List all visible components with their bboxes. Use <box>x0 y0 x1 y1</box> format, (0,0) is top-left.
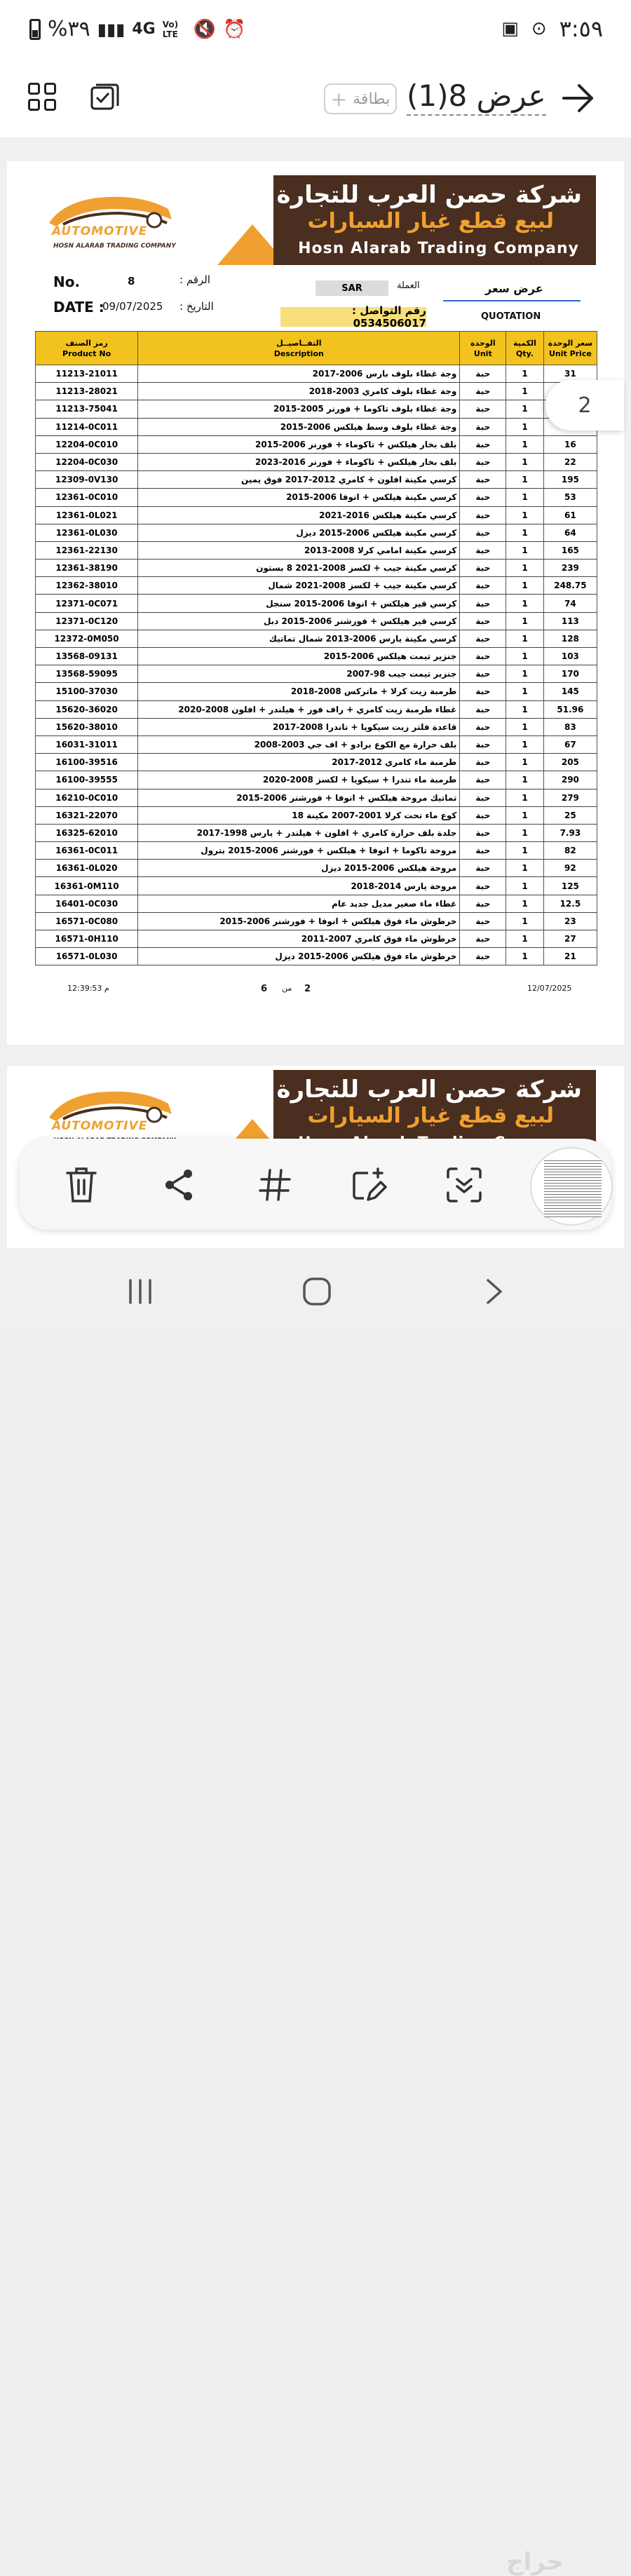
product-no-cell: 16321-22070 <box>36 806 138 824</box>
qty-cell: 1 <box>506 754 544 771</box>
system-nav-bar <box>0 1262 631 2576</box>
product-no-cell: 15100-37030 <box>36 683 138 700</box>
table-row <box>36 595 597 612</box>
description-cell: كرسي مكينة هيلكس 2006-2015 ديزل <box>138 524 460 541</box>
product-no-cell: 12362-38010 <box>36 577 138 595</box>
description-cell: جلدة بلف حرارة كامري + افلون + هيلندر + يارس 1998-2017 <box>138 824 460 841</box>
description-cell: خرطوش ماء فوق هيلكس 2006-2015 ديزل <box>138 948 460 965</box>
unit-cell: حبة <box>460 665 506 683</box>
unit-cell: حبة <box>460 877 506 895</box>
logo-subtext: HOSN ALARAB TRADING COMPANY <box>53 243 176 250</box>
unit-price-cell: 128 <box>543 630 597 647</box>
unit-price-cell: 7.93 <box>543 824 597 841</box>
product-no-cell: 16100-39516 <box>36 754 138 771</box>
description-cell: غطاء ماء صغير مديل جديد عام <box>138 895 460 912</box>
product-no-cell: 11214-0C011 <box>36 418 138 435</box>
description-cell: مروحة يارس 2014-2018 <box>138 877 460 895</box>
description-cell: كرسي مكينة جيب + لكسز 2008-2021 8 بستون <box>138 560 460 577</box>
unit-cell: حبة <box>460 718 506 735</box>
qty-cell: 1 <box>506 524 544 541</box>
description-cell: خرطوش ماء فوق هيلكس + انوفا + فورشنر 2006-2015 <box>138 912 460 930</box>
qty-cell: 1 <box>506 435 544 453</box>
description-cell: طرمبة ماء كامري 2012-2017 <box>138 754 460 771</box>
description-cell: قاعدة فلتر زيت سيكويا + تاندرا 2008-2017 <box>138 718 460 735</box>
table-row <box>36 365 597 383</box>
description-cell: كرسي مكينة هيلكس + انوفا 2006-2015 <box>138 489 460 506</box>
qty-cell: 1 <box>506 789 544 806</box>
viewer-toolbar <box>0 60 631 137</box>
table-row <box>36 842 597 860</box>
table-row <box>36 400 597 418</box>
product-no-cell: 13568-59095 <box>36 665 138 683</box>
qty-cell: 1 <box>506 630 544 647</box>
qty-cell: 1 <box>506 577 544 595</box>
company-logo <box>42 188 182 254</box>
unit-cell: حبة <box>460 789 506 806</box>
clock-time: ٣:٥٩ <box>559 15 603 42</box>
table-row <box>36 895 597 912</box>
unit-price-cell: 239 <box>543 560 597 577</box>
unit-price-cell: 74 <box>543 595 597 612</box>
trash-icon <box>65 1166 98 1204</box>
hashtag-button[interactable] <box>254 1164 296 1206</box>
unit-price-cell: 51.96 <box>543 700 597 718</box>
description-cell: وجة غطاء بلوف بارس 2006-2017 <box>138 365 460 383</box>
qty-cell: 1 <box>506 895 544 912</box>
unit-price-cell: 205 <box>543 754 597 771</box>
watermark: حراج <box>506 2548 564 2576</box>
gallery-icon: ▣ <box>501 18 519 39</box>
unit-cell: حبة <box>460 595 506 612</box>
description-cell: تماتيك مروحة هيلكس + انوفا + فورشنر 2006-2015 <box>138 789 460 806</box>
plus-icon: + <box>330 87 348 111</box>
footer-page-current: 2 <box>304 984 311 994</box>
table-row <box>36 560 597 577</box>
unit-cell: حبة <box>460 453 506 470</box>
product-no-cell: 16361-0M110 <box>36 877 138 895</box>
description-cell: وجة غطاء بلوف كامري 2003-2018 <box>138 383 460 400</box>
company-name-english: Hosn Alarab Trading Company <box>298 240 579 257</box>
unit-cell: حبة <box>460 912 506 930</box>
table-row <box>36 771 597 789</box>
qty-cell: 1 <box>506 560 544 577</box>
description-cell: مروحة تاكوما + انوفا + هيلكس + فورشنر 2006-2015 بترول <box>138 842 460 860</box>
table-row <box>36 824 597 841</box>
table-row <box>36 754 597 771</box>
product-no-cell: 12361-0L030 <box>36 524 138 541</box>
product-no-cell: 11213-28021 <box>36 383 138 400</box>
qty-cell: 1 <box>506 930 544 948</box>
table-row <box>36 877 597 895</box>
product-no-cell: 12372-0M050 <box>36 630 138 647</box>
footer-page-total: 6 <box>261 984 268 994</box>
description-cell: كرسي قير هيلكس + فورشنر 2006-2015 دبل <box>138 612 460 630</box>
col-description: التفــاصيــل Description <box>138 332 460 365</box>
qty-cell: 1 <box>506 842 544 860</box>
description-cell: وجة غطاء بلوف وسط هيلكس 2006-2015 <box>138 418 460 435</box>
qty-cell: 1 <box>506 948 544 965</box>
footer-date: 12/07/2025 <box>527 984 572 993</box>
unit-cell: حبة <box>460 771 506 789</box>
product-no-cell: 12204-0C030 <box>36 453 138 470</box>
unit-price-cell: 279 <box>543 789 597 806</box>
unit-cell: حبة <box>460 824 506 841</box>
no-value: 8 <box>128 275 135 287</box>
quotation-table <box>35 331 597 965</box>
back-arrow-icon[interactable] <box>561 83 596 114</box>
product-no-cell: 12204-0C010 <box>36 435 138 453</box>
company-name-arabic: شركة حصن العرب للتجارة <box>276 181 582 209</box>
unit-cell: حبة <box>460 842 506 860</box>
col-unit: الوحدة Unit <box>460 332 506 365</box>
logo-text: AUTOMOTIVE <box>52 1119 148 1133</box>
table-row <box>36 489 597 506</box>
unit-price-cell: 83 <box>543 718 597 735</box>
table-row <box>36 930 597 948</box>
unit-cell: حبة <box>460 948 506 965</box>
product-no-cell: 13568-09131 <box>36 648 138 665</box>
unit-price-cell: 27 <box>543 930 597 948</box>
qty-cell: 1 <box>506 860 544 877</box>
product-no-cell: 12361-22130 <box>36 541 138 559</box>
product-no-cell: 16571-0H110 <box>36 930 138 948</box>
product-no-cell: 15620-36020 <box>36 700 138 718</box>
col-product-no: رمز الصنف Product No <box>36 332 138 365</box>
product-no-cell: 16361-0L020 <box>36 860 138 877</box>
qty-cell: 1 <box>506 506 544 524</box>
unit-price-cell: 61 <box>543 506 597 524</box>
qty-cell: 1 <box>506 612 544 630</box>
logo-text: AUTOMOTIVE <box>52 224 148 238</box>
table-row <box>36 453 597 470</box>
location-icon: ⊙ <box>531 18 547 39</box>
page-number-indicator[interactable]: 2 <box>545 380 624 431</box>
table-row <box>36 577 597 595</box>
description-cell: جنزير تيمت هيلكس 2006-2015 <box>138 648 460 665</box>
table-row <box>36 612 597 630</box>
table-row <box>36 541 597 559</box>
unit-cell: حبة <box>460 471 506 489</box>
recent-apps-icon[interactable] <box>126 1277 154 1306</box>
unit-price-cell: 145 <box>543 683 597 700</box>
unit-cell: حبة <box>460 365 506 383</box>
back-nav-icon[interactable] <box>484 1277 505 1306</box>
status-left <box>29 17 246 41</box>
description-cell: طرمبة ماء تندرا + سيكويا + لكسز 2008-2020 <box>138 771 460 789</box>
unit-price-cell: 67 <box>543 735 597 753</box>
bottom-action-bar <box>20 1139 611 1230</box>
table-row <box>36 860 597 877</box>
table-row <box>36 524 597 541</box>
unit-cell: حبة <box>460 648 506 665</box>
description-cell: كرسي مكينة يارس 2006-2013 شمال تماتيك <box>138 630 460 647</box>
unit-price-cell: 12.5 <box>543 895 597 912</box>
unit-price-cell: 113 <box>543 612 597 630</box>
qty-cell: 1 <box>506 877 544 895</box>
unit-cell: حبة <box>460 541 506 559</box>
unit-price-cell: 22 <box>543 453 597 470</box>
share-button[interactable] <box>158 1164 201 1206</box>
col-qty: الكمية Qty. <box>506 332 544 365</box>
product-no-cell: 12361-0C010 <box>36 489 138 506</box>
table-row <box>36 648 597 665</box>
add-tag-button[interactable] <box>324 83 397 114</box>
share-icon <box>163 1167 196 1202</box>
status-right <box>501 15 603 42</box>
unit-price-cell: 290 <box>543 771 597 789</box>
scan-icon <box>445 1166 483 1204</box>
currency-label: العملة <box>397 280 420 291</box>
date-label-arabic: التاريخ : <box>179 300 214 313</box>
qty-cell: 1 <box>506 718 544 735</box>
table-row <box>36 506 597 524</box>
title-underline <box>443 300 581 301</box>
unit-cell: حبة <box>460 506 506 524</box>
tag-label: بطاقة <box>353 90 391 108</box>
unit-cell: حبة <box>460 895 506 912</box>
qty-cell: 1 <box>506 489 544 506</box>
qty-cell: 1 <box>506 453 544 470</box>
unit-cell: حبة <box>460 806 506 824</box>
unit-price-cell: 53 <box>543 489 597 506</box>
unit-price-cell: 23 <box>543 912 597 930</box>
unit-cell: حبة <box>460 489 506 506</box>
product-no-cell: 16571-0C080 <box>36 912 138 930</box>
qty-cell: 1 <box>506 735 544 753</box>
select-icon[interactable] <box>90 83 119 112</box>
status-bar <box>0 0 631 60</box>
company-tagline-arabic: لبيع قطع غيار السيارات <box>307 1104 554 1128</box>
product-no-cell: 16325-62010 <box>36 824 138 841</box>
unit-cell: حبة <box>460 754 506 771</box>
qty-cell: 1 <box>506 648 544 665</box>
description-cell: كرسي مكينة جيب + لكسز 2008-2021 شمال <box>138 577 460 595</box>
qty-cell: 1 <box>506 418 544 435</box>
qty-cell: 1 <box>506 683 544 700</box>
unit-cell: حبة <box>460 630 506 647</box>
document-title[interactable]: عرض 8(1) <box>407 79 546 116</box>
description-cell: بلف حرارة مع الكوع برادو + اف جي 2003-2008 <box>138 735 460 753</box>
description-cell: مروحة هيلكس 2006-2015 ديزل <box>138 860 460 877</box>
table-header-row <box>36 332 597 365</box>
unit-price-cell: 248.75 <box>543 577 597 595</box>
qty-cell: 1 <box>506 771 544 789</box>
description-cell: وجة غطاء بلوف تاكوما + فورنر 2005-2015 <box>138 400 460 418</box>
footer-page-of: من <box>282 984 292 993</box>
description-cell: كرسي قير هيلكس + انوفا 2006-2015 سنجل <box>138 595 460 612</box>
description-cell: كرسي مكينة افلون + كامري 2012-2017 فوق يمين <box>138 471 460 489</box>
company-banner <box>35 175 596 265</box>
unit-cell: حبة <box>460 524 506 541</box>
unit-price-cell: 170 <box>543 665 597 683</box>
car-logo-icon <box>42 188 182 230</box>
product-no-cell: 12371-0C120 <box>36 612 138 630</box>
table-row <box>36 435 597 453</box>
car-logo-icon <box>42 1083 182 1125</box>
delete-button[interactable] <box>60 1164 102 1206</box>
description-cell: كوع ماء تحت كرلا 2001-2007 مكينة 18 <box>138 806 460 824</box>
network-type: 4G <box>132 20 156 38</box>
unit-price-cell: 21 <box>543 948 597 965</box>
table-row <box>36 471 597 489</box>
product-no-cell: 11213-75041 <box>36 400 138 418</box>
table-row <box>36 789 597 806</box>
qty-cell: 1 <box>506 700 544 718</box>
thumbnail-preview <box>544 1158 602 1217</box>
product-no-cell: 16361-0C011 <box>36 842 138 860</box>
date-value: 09/07/2025 <box>102 300 163 313</box>
unit-cell: حبة <box>460 612 506 630</box>
table-row <box>36 735 597 753</box>
description-cell: خرطوش ماء فوق كامري 2007-2011 <box>138 930 460 948</box>
qty-cell: 1 <box>506 912 544 930</box>
product-no-cell: 12309-0V130 <box>36 471 138 489</box>
table-row <box>36 383 597 400</box>
qty-cell: 1 <box>506 365 544 383</box>
contact-number: رقم التواصل : 0534506017 <box>280 307 426 327</box>
unit-price-cell: 103 <box>543 648 597 665</box>
product-no-cell: 16571-0L030 <box>36 948 138 965</box>
description-cell: جنزير تيمت جيب 98-2007 <box>138 665 460 683</box>
qty-cell: 1 <box>506 541 544 559</box>
edit-icon <box>350 1166 388 1204</box>
description-cell: بلف بخار هيلكس + تاكوماء + فورنر 2016-2023 <box>138 453 460 470</box>
unit-price-cell: 64 <box>543 524 597 541</box>
product-no-cell: 15620-38010 <box>36 718 138 735</box>
unit-cell: حبة <box>460 435 506 453</box>
unit-cell: حبة <box>460 383 506 400</box>
date-label: DATE : <box>53 299 104 316</box>
company-name-arabic: شركة حصن العرب للتجارة <box>276 1076 582 1104</box>
unit-cell: حبة <box>460 577 506 595</box>
unit-price-cell: 92 <box>543 860 597 877</box>
unit-cell: حبة <box>460 860 506 877</box>
hashtag-icon <box>257 1167 292 1202</box>
no-label: No. <box>53 273 81 290</box>
edit-button[interactable] <box>348 1164 390 1206</box>
page-thumbnail[interactable] <box>530 1147 613 1226</box>
product-no-cell: 16401-0C030 <box>36 895 138 912</box>
qty-cell: 1 <box>506 383 544 400</box>
mute-icon: 🔇 <box>193 18 217 40</box>
currency-value: SAR <box>316 280 388 296</box>
product-no-cell: 12361-0L021 <box>36 506 138 524</box>
volte-label: Vo) LTE <box>162 19 179 39</box>
table-row <box>36 630 597 647</box>
no-label-arabic: الرقم : <box>179 273 210 286</box>
unit-cell: حبة <box>460 400 506 418</box>
product-no-cell: 16100-39555 <box>36 771 138 789</box>
unit-price-cell: 82 <box>543 842 597 860</box>
table-row <box>36 665 597 683</box>
quotation-title-english: QUOTATION <box>481 311 541 322</box>
qty-cell: 1 <box>506 806 544 824</box>
table-row <box>36 718 597 735</box>
col-unit-price: سعر الوحدة Unit Price <box>543 332 597 365</box>
signal-icon: ▮▮▮ <box>97 19 125 39</box>
description-cell: طرمبة زيت كرلا + ماتركس 2008-2018 <box>138 683 460 700</box>
footer-time: 12:39:53 م <box>67 984 109 993</box>
unit-price-cell: 165 <box>543 541 597 559</box>
table-row <box>36 700 597 718</box>
unit-cell: حبة <box>460 930 506 948</box>
unit-cell: حبة <box>460 700 506 718</box>
qty-cell: 1 <box>506 824 544 841</box>
scan-text-button[interactable] <box>443 1164 485 1206</box>
unit-cell: حبة <box>460 418 506 435</box>
product-no-cell: 12371-0C071 <box>36 595 138 612</box>
qty-cell: 1 <box>506 400 544 418</box>
qty-cell: 1 <box>506 665 544 683</box>
description-cell: كرسي مكينة هيلكس 2016-2021 <box>138 506 460 524</box>
battery-icon <box>29 19 41 40</box>
unit-price-cell: 25 <box>543 806 597 824</box>
table-row <box>36 912 597 930</box>
quotation-title-arabic: عرض سعر <box>485 282 543 295</box>
unit-price-cell: 195 <box>543 471 597 489</box>
grid-view-icon[interactable] <box>28 83 56 111</box>
product-no-cell: 11213-21011 <box>36 365 138 383</box>
description-cell: كرسي مكينة امامي كرلا 2008-2013 <box>138 541 460 559</box>
unit-cell: حبة <box>460 683 506 700</box>
company-tagline-arabic: لبيع قطع غيار السيارات <box>307 209 554 233</box>
home-icon[interactable] <box>301 1276 332 1307</box>
qty-cell: 1 <box>506 595 544 612</box>
battery-percent: %٣٩ <box>48 17 90 41</box>
table-body <box>36 365 597 965</box>
unit-price-cell: 31 <box>543 365 597 383</box>
table-row <box>36 418 597 435</box>
document-page <box>7 161 624 1045</box>
table-row <box>36 948 597 965</box>
table-row <box>36 683 597 700</box>
table-row <box>36 806 597 824</box>
unit-cell: حبة <box>460 735 506 753</box>
description-cell: غطاء طرمبة زيت كامري + راف فور + هيلندر + افلون 2008-2020 <box>138 700 460 718</box>
description-cell: بلف بخار هيلكس + تاكوماء + فورنر 2006-2015 <box>138 435 460 453</box>
qty-cell: 1 <box>506 471 544 489</box>
unit-price-cell: 125 <box>543 877 597 895</box>
product-no-cell: 16031-31011 <box>36 735 138 753</box>
unit-cell: حبة <box>460 560 506 577</box>
alarm-icon: ⏰ <box>223 18 246 40</box>
product-no-cell: 12361-38190 <box>36 560 138 577</box>
product-no-cell: 16210-0C010 <box>36 789 138 806</box>
unit-price-cell: 16 <box>543 435 597 453</box>
